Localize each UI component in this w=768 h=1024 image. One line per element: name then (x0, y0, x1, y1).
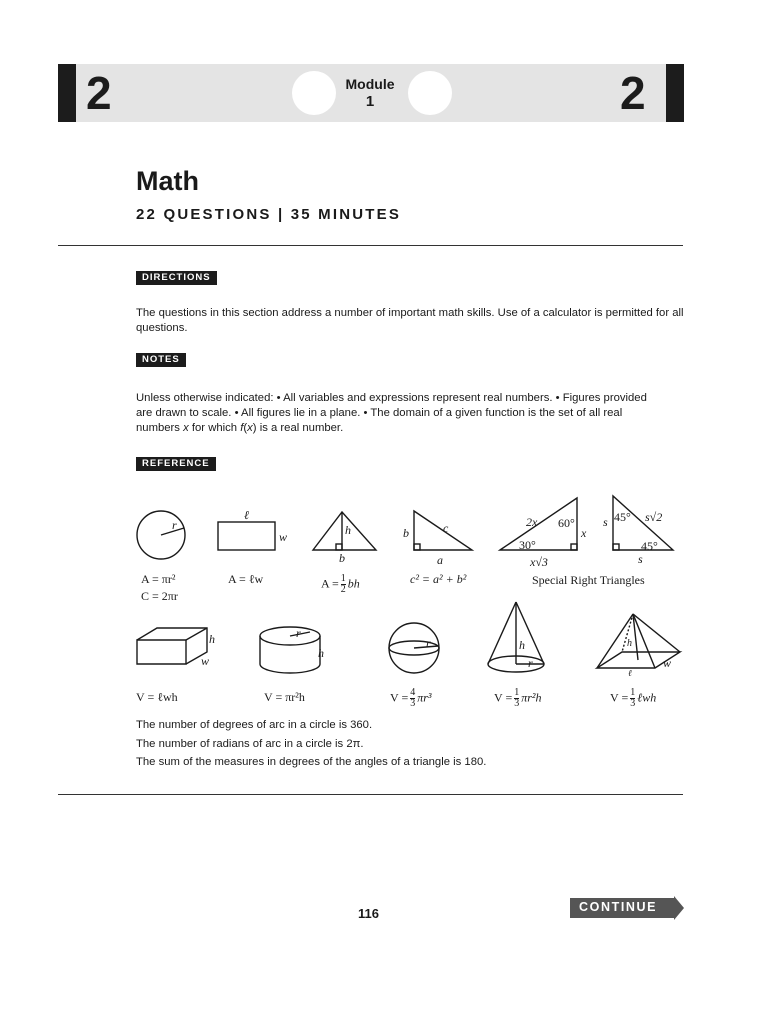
pyramid-l-label: ℓ (628, 668, 632, 678)
directions-text: The questions in this section address a number of important math skills. Use of a calculator is permitted for all questions. (136, 307, 684, 334)
special2-s-left: s (603, 515, 608, 529)
circle-r-label: r (172, 518, 177, 532)
pyramid-volume-formula (610, 688, 656, 709)
special1-root-label: x√3 (530, 555, 548, 569)
notes-line-3-a: numbers (136, 422, 184, 434)
pythagorean-formula: c² = a² + b² (410, 572, 467, 586)
special2-angle45a: 45° (614, 510, 631, 524)
special1-x-label: x (581, 526, 587, 540)
pyramid-w-label: w (663, 656, 672, 670)
notes-paren-open: ( (243, 422, 248, 434)
notes-var-f: f (240, 422, 244, 434)
special1-angle60: 60° (558, 516, 575, 530)
special-triangles-label: Special Right Triangles (532, 573, 645, 587)
right-triangle-c-label: c (443, 521, 449, 535)
reference-tag: REFERENCE (136, 457, 216, 471)
section-number-right: 2 (620, 67, 646, 119)
cone-h-label: h (519, 638, 525, 652)
pyramid-vol-lhs: V = (610, 690, 629, 705)
cylinder-r-label: r (296, 626, 301, 640)
sphere-vol-rhs: πr³ (417, 690, 432, 705)
module-number: 1 (365, 93, 375, 110)
notes-var-x: x (183, 422, 189, 434)
special2-s-bottom: s (638, 552, 643, 566)
triangle-h-label: h (345, 523, 351, 537)
triangle-b-label: b (339, 551, 345, 565)
notes-line-2: are drawn to scale. • All figures lie in a plane. • The domain of a given function is the set of all real (136, 407, 623, 419)
special2-hyp-label: s√2 (645, 510, 663, 524)
pyramid-vol-rhs: ℓwh (637, 690, 657, 705)
fact-degrees: The number of degrees of arc in a circle is 360. (136, 719, 373, 731)
box-h-label: h (209, 632, 215, 646)
triangle-area-lhs: A = (321, 576, 339, 591)
fact-radians: The number of radians of arc in a circle is 2π. (136, 738, 364, 750)
rectangle-w-label: w (279, 530, 288, 544)
special1-hyp-label: 2x (526, 515, 538, 529)
rectangle-l-label: ℓ (244, 508, 249, 522)
fact-triangle-sum: The sum of the measures in degrees of the angles of a triangle is 180. (136, 756, 487, 768)
continue-label: CONTINUE (579, 900, 658, 914)
bottom-divider (58, 794, 683, 795)
notes-line-3-b: for which (188, 422, 241, 434)
cone-vol-lhs: V = (494, 690, 513, 705)
right-triangle-a-label: a (437, 553, 443, 567)
cone-vol-den: 3 (514, 698, 520, 709)
directions-tag: DIRECTIONS (136, 271, 217, 285)
module-label: Module (345, 76, 395, 92)
box-volume-formula: V = ℓwh (136, 690, 178, 704)
rectangle-area-formula: A = ℓw (228, 572, 264, 586)
notes-line-1: Unless otherwise indicated: • All variables and expressions represent real numbers. • Figures provided (136, 392, 647, 404)
triangle-area-den: 2 (340, 584, 346, 595)
page-number: 116 (358, 906, 379, 921)
box-figure (137, 640, 186, 664)
notes-var-x2: x (247, 422, 253, 434)
circle-area-formula: A = πr² (141, 572, 176, 586)
notes-tag: NOTES (136, 353, 186, 367)
sphere-vol-den: 3 (410, 698, 416, 709)
pyramid-vol-num: 1 (630, 687, 636, 698)
circle-circumference-formula: C = 2πr (141, 589, 178, 603)
page-title: Math (136, 166, 199, 196)
triangle-area-rhs: bh (347, 576, 360, 591)
pyramid-vol-den: 3 (630, 698, 636, 709)
cone-volume-formula (494, 688, 542, 709)
section-number-left: 2 (86, 67, 112, 119)
triangle-area-formula (321, 574, 360, 595)
special1-angle30: 30° (519, 538, 536, 552)
cone-vol-num: 1 (514, 687, 520, 698)
sphere-vol-num: 4 (410, 687, 416, 698)
right-triangle-b-label: b (403, 526, 409, 540)
cylinder-volume-formula: V = πr²h (264, 690, 305, 704)
sphere-vol-lhs: V = (390, 690, 409, 705)
cylinder-h-label: h (318, 646, 324, 660)
rectangle-figure (218, 522, 275, 550)
page-subtitle: 22 QUESTIONS | 35 MINUTES (136, 206, 402, 223)
special2-angle45b: 45° (641, 539, 658, 553)
pyramid-h-label: h (627, 638, 632, 649)
triangle-area-num: 1 (340, 573, 346, 584)
notes-line-3-end: ) is a real number. (252, 422, 344, 434)
sphere-r-label: r (426, 636, 431, 650)
cone-vol-rhs: πr²h (521, 690, 542, 705)
sphere-volume-formula (390, 688, 432, 709)
box-w-label: w (201, 654, 210, 668)
cone-r-label: r (528, 656, 533, 670)
